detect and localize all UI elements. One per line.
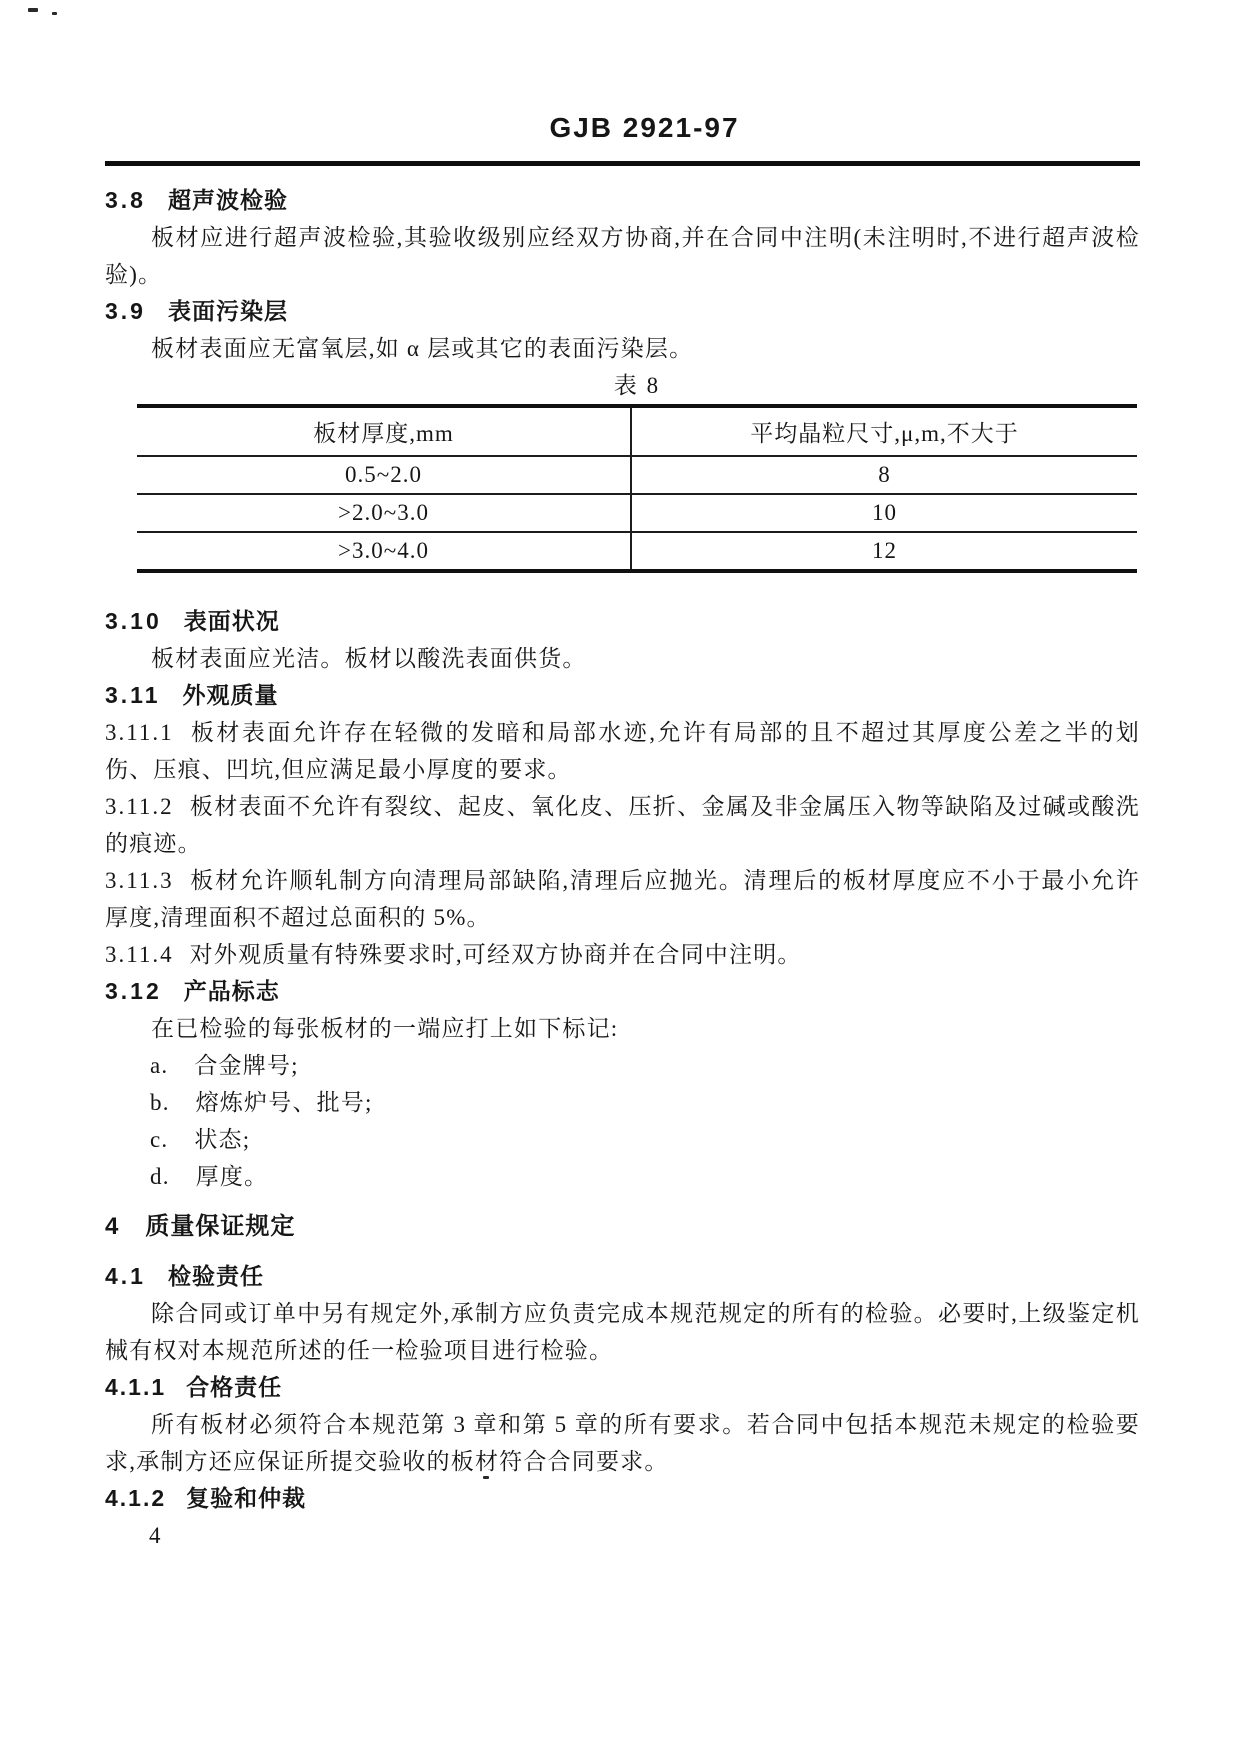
section-number: 4.1.2 bbox=[105, 1485, 167, 1511]
paragraph-3-11-2 bbox=[105, 788, 1140, 862]
clause-number: 3.11.1 bbox=[105, 720, 174, 745]
section-number: 3.11 bbox=[105, 682, 161, 708]
paragraph-3-11-1 bbox=[105, 714, 1140, 788]
paragraph-4-1-1: 所有板材必须符合本规范第 3 章和第 5 章的所有要求。若合同中包括本规范未规定的检验要求,承制方还应保证所提交验收的板材符合合同要求。 bbox=[105, 1412, 1140, 1474]
section-heading-3-10 bbox=[105, 603, 1140, 640]
list-item-a bbox=[105, 1047, 1140, 1084]
paragraph-3-10: 板材表面应光洁。板材以酸洗表面供货。 bbox=[151, 646, 587, 671]
section-title: 检验责任 bbox=[167, 1263, 264, 1289]
list-text: 熔炼炉号、批号; bbox=[195, 1090, 373, 1115]
table-cell: 12 bbox=[631, 532, 1137, 571]
list-text: 合金牌号; bbox=[194, 1053, 299, 1078]
table-header-row bbox=[137, 406, 1137, 456]
paragraph-3-8: 板材应进行超声波检验,其验收级别应经双方协商,并在合同中注明(未注明时,不进行超声波检验)。 bbox=[105, 225, 1140, 287]
paragraph-4-1: 除合同或订单中另有规定外,承制方应负责完成本规范规定的所有的检验。必要时,上级鉴定机械有权对本规范所述的任一检验项目进行检验。 bbox=[105, 1301, 1140, 1363]
section-heading-3-9 bbox=[105, 293, 1140, 330]
section-number: 4.1.1 bbox=[105, 1374, 167, 1400]
header-rule bbox=[105, 161, 1140, 166]
section-title: 复验和仲裁 bbox=[186, 1485, 307, 1511]
section-number: 4.1 bbox=[105, 1263, 146, 1289]
table-cell: 8 bbox=[878, 462, 891, 487]
section-title: 表面状况 bbox=[183, 608, 280, 634]
list-label: a. bbox=[150, 1053, 169, 1078]
section-heading-4-1 bbox=[105, 1258, 1140, 1295]
chapter-number: 4 bbox=[105, 1213, 120, 1240]
clause-text: 板材允许顺轧制方向清理局部缺陷,清理后应抛光。清理后的板材厚度应不小于最小允许厚度,清理面积不超过总面积的 5%。 bbox=[105, 868, 1140, 930]
clause-text: 板材表面允许存在轻微的发暗和局部水迹,允许有局部的且不超过其厚度公差之半的划伤、压痕、凹坑,但应满足最小厚度的要求。 bbox=[105, 720, 1140, 782]
section-title: 合格责任 bbox=[186, 1374, 283, 1400]
section-title: 表面污染层 bbox=[167, 298, 288, 324]
chapter-title: 质量保证规定 bbox=[145, 1213, 296, 1240]
table-cell: 10 bbox=[631, 494, 1137, 532]
section-title: 超声波检验 bbox=[167, 187, 288, 213]
section-number: 3.8 bbox=[105, 187, 146, 213]
paragraph-3-11-4 bbox=[105, 936, 1140, 973]
table-cell: >3.0~4.0 bbox=[137, 532, 631, 571]
section-title: 外观质量 bbox=[182, 682, 279, 708]
table-header-cell: 板材厚度,mm bbox=[137, 406, 631, 456]
list-label: d. bbox=[150, 1164, 170, 1189]
list-item-d bbox=[105, 1158, 1140, 1195]
paragraph-3-12-intro: 在已检验的每张板材的一端应打上如下标记: bbox=[151, 1016, 619, 1041]
section-heading-4-1-2 bbox=[105, 1480, 1140, 1517]
table-header-cell: 平均晶粒尺寸,μ,m,不大于 bbox=[631, 406, 1137, 456]
table-row bbox=[137, 532, 1137, 571]
list-label: c. bbox=[150, 1127, 169, 1152]
table-caption: 表 8 bbox=[613, 373, 661, 398]
section-heading-3-12 bbox=[105, 973, 1140, 1010]
list-item-c bbox=[105, 1121, 1140, 1158]
table-cell: 0.5~2.0 bbox=[137, 456, 631, 494]
list-label: b. bbox=[150, 1090, 170, 1115]
section-number: 3.10 bbox=[105, 608, 162, 634]
list-item-b bbox=[105, 1084, 1140, 1121]
table-row bbox=[137, 456, 1137, 494]
clause-text: 板材表面不允许有裂纹、起皮、氧化皮、压折、金属及非金属压入物等缺陷及过碱或酸洗的痕迹。 bbox=[105, 794, 1140, 856]
clause-number: 3.11.2 bbox=[105, 794, 174, 819]
section-heading-3-8 bbox=[105, 182, 1140, 219]
section-number: 3.9 bbox=[105, 298, 146, 324]
paragraph-3-11-3 bbox=[105, 862, 1140, 936]
table-8 bbox=[137, 404, 1137, 573]
section-number: 3.12 bbox=[105, 978, 162, 1004]
clause-number: 3.11.4 bbox=[105, 942, 174, 967]
section-title: 产品标志 bbox=[183, 978, 280, 1004]
doc-number: GJB 2921-97 bbox=[549, 112, 740, 143]
list-text: 状态; bbox=[194, 1127, 251, 1152]
table-cell: >2.0~3.0 bbox=[137, 494, 631, 532]
table-row bbox=[137, 494, 1137, 532]
paragraph-3-9: 板材表面应无富氧层,如 α 层或其它的表面污染层。 bbox=[151, 336, 694, 361]
page-number: 4 bbox=[149, 1523, 162, 1548]
chapter-heading-4 bbox=[105, 1208, 1140, 1245]
clause-text: 对外观质量有特殊要求时,可经双方协商并在合同中注明。 bbox=[189, 942, 802, 967]
scan-artifact bbox=[483, 1476, 489, 1479]
clause-number: 3.11.3 bbox=[105, 868, 174, 893]
scan-artifact bbox=[28, 8, 38, 12]
list-text: 厚度。 bbox=[195, 1164, 269, 1189]
scan-artifact bbox=[52, 12, 57, 15]
section-heading-3-11 bbox=[105, 677, 1140, 714]
section-heading-4-1-1 bbox=[105, 1369, 1140, 1406]
